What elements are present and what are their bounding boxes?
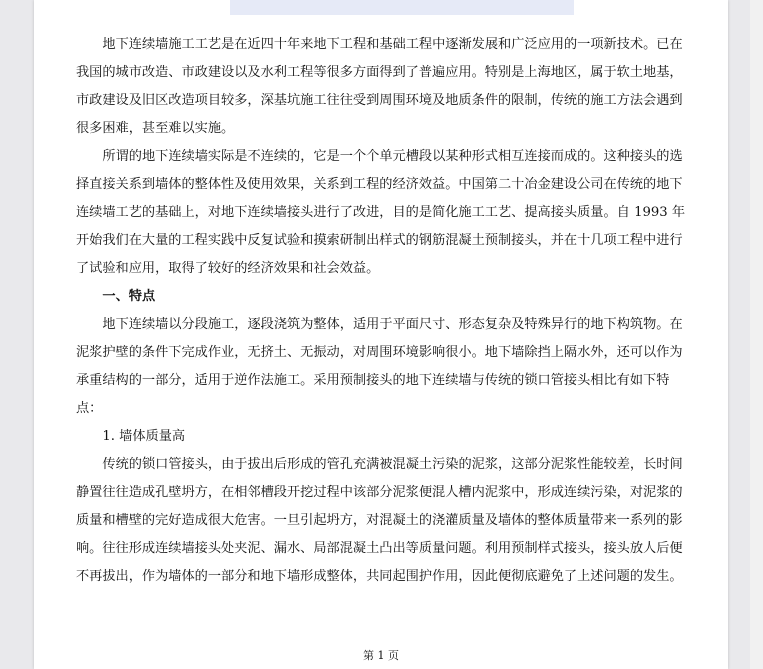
paragraph-joint: 所谓的地下连续墙实际是不连续的，它是一个个单元槽段以某种形式相互连接而成的。这种接头的选择直接关系到墙体的整体性及使用效果，关系到工程的经济效益。中国第二十冶金建设公司在传统的地下连续墙工艺的基础上，对地下连续墙接头进行了改进，目的是简化施工工艺、提高接头质量。自 1993 年开始我们在大量的工程实践中反复试验和摸索研制出样式的钢筋混凝土预制接头，并在十几项工程中进行了试验和应用，取得了较好的经济效果和社会效益。 [76,149,686,276]
section-heading-features: 一、特点 [102,289,156,304]
page-header-bar [230,0,574,15]
document-body [76,31,688,591]
document-page [34,0,728,669]
vertical-scrollbar[interactable] [750,0,763,669]
page-number: 第 1 页 [363,649,399,662]
subheading-wall-quality: 1. 墙体质量高 [102,429,186,444]
paragraph-features: 地下连续墙以分段施工，逐段浇筑为整体，适用于平面尺寸、形态复杂及特殊异行的地下构筑物。在泥浆护壁的条件下完成作业，无挤土、无振动，对周围环境影响很小。地下墙除挡上隔水外，还可以作为承重结构的一部分，适用于逆作法施工。采用预制接头的地下连续墙与传统的锁口管接头相比有如下特点： [76,317,683,416]
paragraph-intro: 地下连续墙施工工艺是在近四十年来地下工程和基础工程中逐渐发展和广泛应用的一项新技术。已在我国的城市改造、市政建设以及水利工程等很多方面得到了普遍应用。特别是上海地区，属于软土地基，市政建设及旧区改造项目较多，深基坑施工往往受到周围环境及地质条件的限制，传统的施工方法会遇到很多困难，甚至难以实施。 [76,37,683,136]
paragraph-wall-quality: 传统的锁口管接头，由于拔出后形成的管孔充满被混凝土污染的泥浆，这部分泥浆性能较差，长时间静置往往造成孔壁坍方，在相邻槽段开挖过程中该部分泥浆便混人槽内泥浆中，形成连续污染，对泥浆的质量和槽壁的完好造成很大危害。一旦引起坍方，对混凝土的浇灌质量及墙体的整体质量带来一系列的影响。往往形成连续墙接头处夹泥、漏水、局部混凝土凸出等质量问题。利用预制样式接头，接头放人后便不再拔出，作为墙体的一部分和地下墙形成整体，共同起围护作用，因此便彻底避免了上述问题的发生。 [76,457,683,584]
